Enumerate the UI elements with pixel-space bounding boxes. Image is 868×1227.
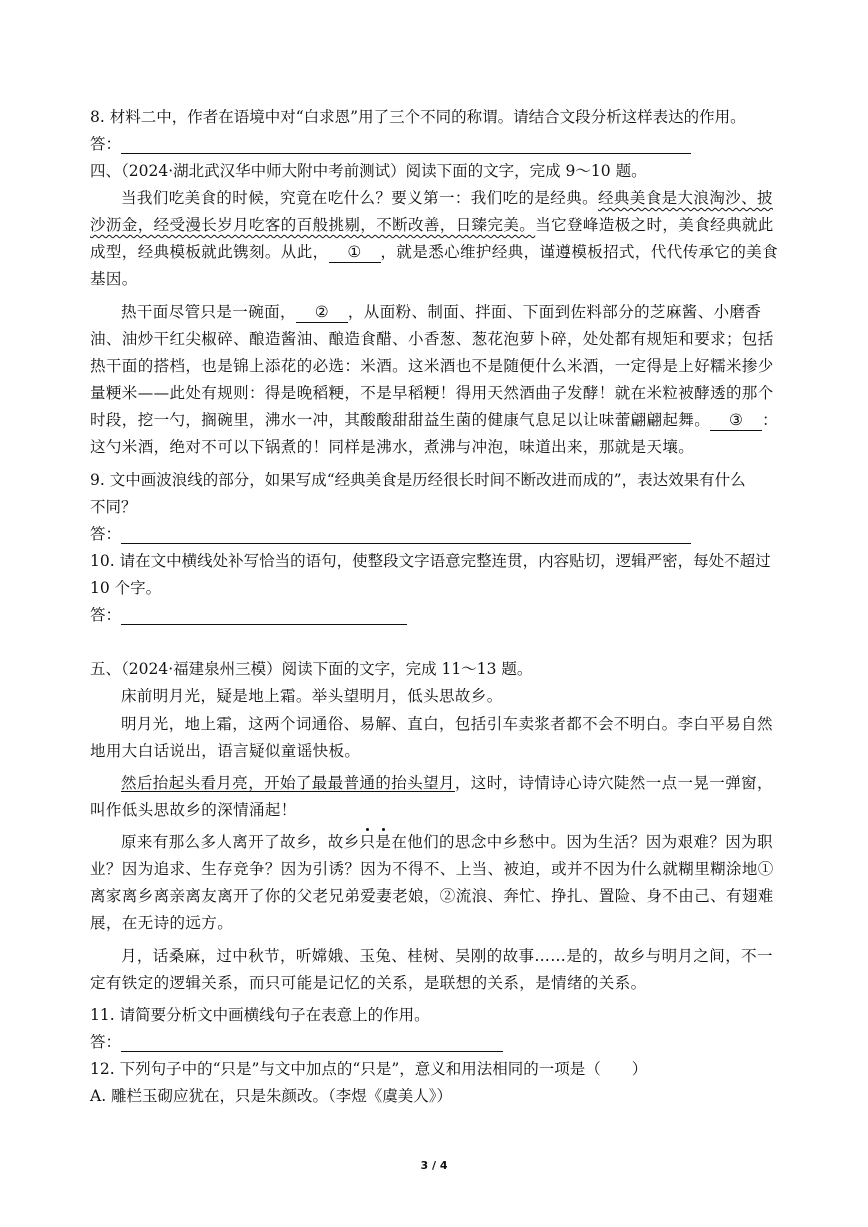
answer-label: 答： <box>90 135 122 153</box>
passage-line: 业？因为追求、生存竞争？因为引诱？因为不得不、上当、被迫，或并不因为什么就糊里糊涂地① <box>90 860 774 878</box>
answer-label: 答： <box>90 606 122 624</box>
fill-blank-2[interactable]: ② <box>296 302 348 323</box>
question-12-prompt: 12. 下列句子中的“只是”与文中加点的“只是”，意义和用法相同的一项是（ ） <box>90 1060 648 1078</box>
passage-line: 基因。 <box>90 270 138 288</box>
question-10-prompt: 10. 请在文中横线处补写恰当的语句，使整段文字语意完整连贯，内容贴切，逻辑严密，每处不超过 <box>90 552 771 570</box>
fill-blank-1[interactable]: ① <box>329 242 381 263</box>
question-11-answer[interactable] <box>90 1032 780 1052</box>
passage-line: 时段，挖一勺，搁碗里，沸水一冲，其酸酸甜甜益生菌的健康气息足以让味蕾翩翩起舞。 ③ ： <box>90 411 779 429</box>
question-10-answer[interactable] <box>90 605 780 625</box>
fill-blank-3[interactable]: ③ <box>710 410 762 431</box>
answer-line <box>121 529 691 544</box>
passage-line: 叫作低头思故乡的深情涌起！ <box>90 801 297 819</box>
answer-line <box>121 1037 503 1052</box>
wavy-underlined-text: 经典美食是大浪淘沙、披 <box>598 189 773 207</box>
question-11-prompt: 11. 请简要分析文中画横线句子在表意上的作用。 <box>90 1006 430 1024</box>
passage-line: 明月光，地上霜，这两个词通俗、易解、直白，包括引车卖浆者都不会不明白。李白平易自然 <box>121 715 773 733</box>
answer-line <box>121 139 691 154</box>
passage-line: 离家离乡离亲离友离开了你的父老兄弟爱妻老娘，②流浪、奔忙、挣扎、置险、身不由己、有翅难 <box>90 887 774 905</box>
answer-label: 答： <box>90 1033 122 1051</box>
question-9-prompt-cont: 不同？ <box>90 498 137 516</box>
underlined-sentence: 然后抬起头看月亮，开始了最最普通的抬头望月 <box>121 774 455 792</box>
question-10-prompt-cont: 10 个字。 <box>90 579 162 597</box>
passage-line: 成型，经典模板就此镌刻。从此， ① ，就是悉心维护经典，谨遵模板招式，代代传承它的美食 <box>90 243 779 261</box>
page-number: 3 / 4 <box>420 1159 448 1172</box>
passage-line: 沙沥金，经受漫长岁月吃客的百般挑剔，不断改善，日臻完美。当它登峰造极之时，美食经典就此 <box>90 216 774 234</box>
passage-line: 月，话桑麻，过中秋节，听嫦娥、玉兔、桂树、吴刚的故事……是的，故乡与明月之间，不一 <box>121 947 773 965</box>
passage-line: 地用大白话说出，语言疑似童谣快板。 <box>90 742 361 760</box>
dotted-char: 只 <box>359 833 376 851</box>
section-4-heading: 四、（2024·湖北武汉华中师大附中考前测试）阅读下面的文字，完成 9～10 题。 <box>90 162 647 180</box>
section-5-heading: 五、（2024·福建泉州三模）阅读下面的文字，完成 11～13 题。 <box>90 660 533 678</box>
passage-line: 量粳米——此处有规则：得是晚稻粳，不是早稻粳！得用天然酒曲子发酵！就在米粒被酵透的那个 <box>90 384 774 402</box>
passage-line: 然后抬起头看月亮，开始了最最普通的抬头望月，这时，诗情诗心诗穴陡然一点一晃一弹窗， <box>121 774 773 792</box>
passage-line: 定有铁定的逻辑关系，而只可能是记忆的关系，是联想的关系，是情绪的关系。 <box>90 974 647 992</box>
passage-line: 这勺米酒，绝对不可以下锅煮的！同样是沸水，煮沸与冲泡，味道出来，那就是天壤。 <box>90 438 695 456</box>
question-9-answer[interactable] <box>90 524 780 544</box>
question-9-prompt: 9. 文中画波浪线的部分，如果写成“经典美食是历经很长时间不断改进而成的”，表达效果有什么 <box>90 471 746 489</box>
passage-line: 原来有那么多人离开了故乡，故乡只是在他们的思念中乡愁中。因为生活？因为艰难？因为职 <box>121 833 773 851</box>
question-8-prompt: 8. 材料二中，作者在语境中对“白求恩”用了三个不同的称谓。请结合文段分析这样表达的作用。 <box>90 108 746 126</box>
answer-label: 答： <box>90 525 122 543</box>
answer-line <box>121 610 407 625</box>
passage-line: 展，在无诗的远方。 <box>90 914 234 932</box>
question-8-answer[interactable] <box>90 134 780 154</box>
wavy-underlined-text: 沙沥金，经受漫长岁月吃客的百般挑剔，不断改善，日臻完美。 <box>90 216 536 234</box>
question-12-option-a[interactable]: A. 雕栏玉砌应犹在，只是朱颜改。（李煜《虞美人》） <box>90 1087 453 1105</box>
poem-line: 床前明月光，疑是地上霜。举头望明月，低头思故乡。 <box>121 687 503 705</box>
dotted-char: 是 <box>375 833 392 851</box>
passage-line: 当我们吃美食的时候，究竟在吃什么？要义第一：我们吃的是经典。经典美食是大浪淘沙、披 <box>121 189 773 207</box>
passage-line: 热干面尽管只是一碗面， ② ，从面粉、制面、拌面、下面到佐料部分的芝麻酱、小磨香 <box>121 303 762 321</box>
passage-line: 油、油炒干红尖椒碎、酿造酱油、酿造食醋、小香葱、葱花泡萝卜碎，处处都有规矩和要求；包括 <box>90 330 774 348</box>
passage-line: 热干面的搭档，也是锦上添花的必选：米酒。这米酒也不是随便什么米酒，一定得是上好糯米掺少 <box>90 357 774 375</box>
